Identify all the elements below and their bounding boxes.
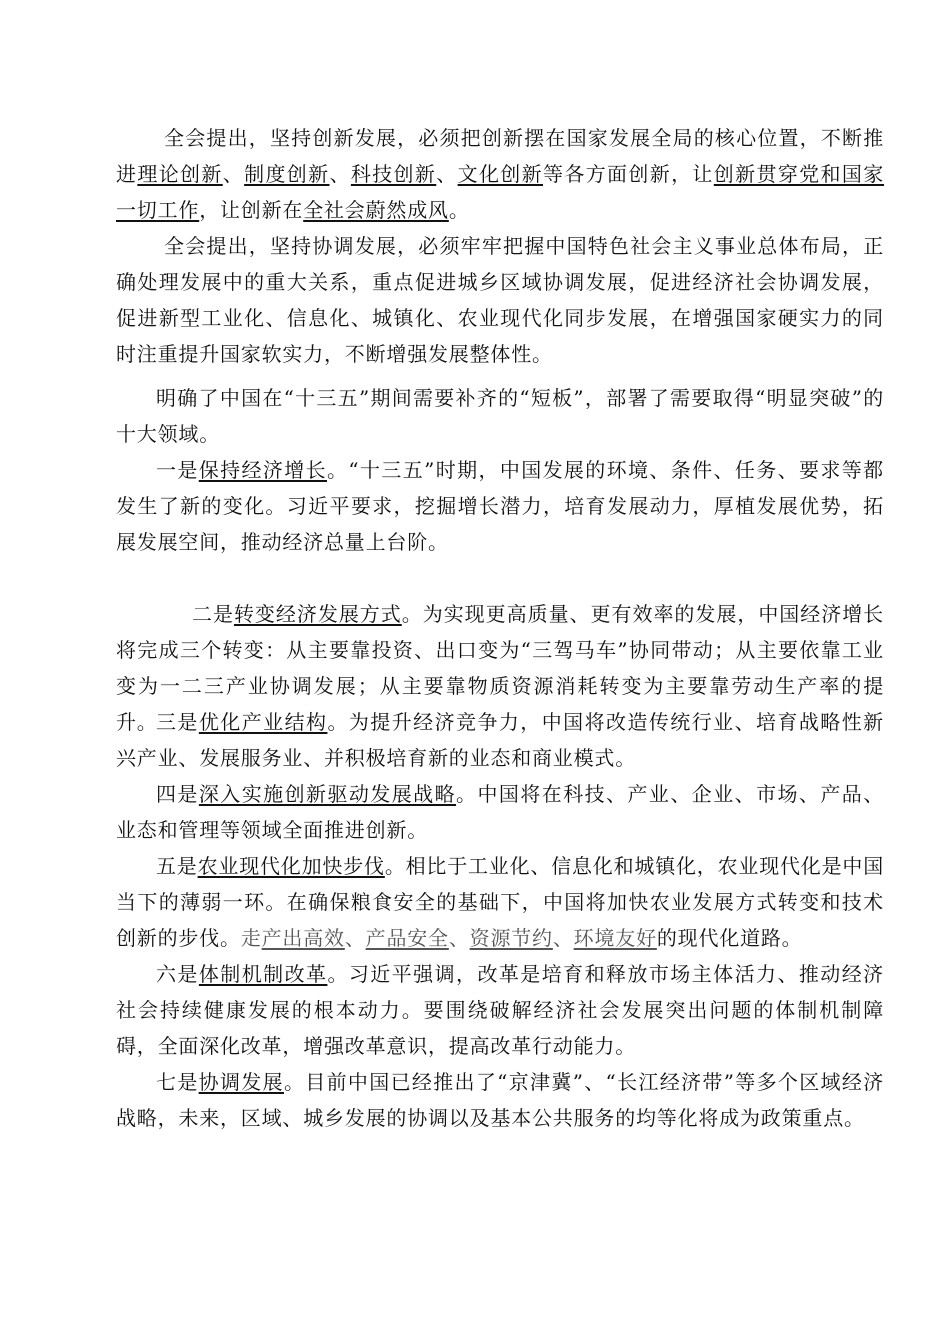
underlined-term: 资源节约 xyxy=(469,926,553,950)
text-run: 、 xyxy=(448,926,470,950)
paragraph-item-6 xyxy=(116,956,884,1064)
underlined-term: 优化产业结构 xyxy=(198,710,328,734)
text-run: 五是 xyxy=(156,854,198,878)
text-run: 走 xyxy=(240,926,262,950)
text-run: 、 xyxy=(222,162,245,186)
underlined-term: 产品安全 xyxy=(365,926,449,950)
paragraph-item-4 xyxy=(116,776,884,848)
underlined-term: 保持经济增长 xyxy=(198,458,327,482)
underlined-term: 体制机制改革 xyxy=(198,962,328,986)
paragraph-item-3 xyxy=(116,704,884,776)
underlined-term: 创新贯穿党和国家一切工作 xyxy=(116,162,885,222)
underlined-term: 文化创新 xyxy=(457,162,543,186)
text-run: 、 xyxy=(552,926,574,950)
text-run: 。目前中国已经推出了“京津冀”、“长江经济带”等多个区域经济战略，未来，区域、城乡发展的协调以及基本公共服务的均等化将成为政策重点。 xyxy=(116,1070,884,1130)
text-run: 。为实现更高质量、更有效率的发展，中国经济增长将完成三个转变：从主要靠投资、出口变为“三驾马车”协同带动；从主要依靠工业变为一二三产业协调发展；从主要靠物质资源消耗转变为主要靠劳动生产率的提升。 xyxy=(116,602,884,734)
text-run: 全会提出，坚持创新发展，必须把创新摆在国家发展全局的核心位置，不断推进 xyxy=(116,126,884,186)
paragraph-innovation xyxy=(116,120,884,228)
paragraph-item-5 xyxy=(116,848,884,956)
underlined-term: 协调发展 xyxy=(198,1070,284,1094)
text-run: 。为提升经济竞争力，中国将改造传统行业、培育战略性新兴产业、发展服务业、并积极培育新的业态和商业模式。 xyxy=(116,710,884,770)
underlined-term: 产出高效 xyxy=(261,926,345,950)
underlined-term: 制度创新 xyxy=(244,162,330,186)
text-run: 、 xyxy=(436,162,458,186)
underlined-term: 理论创新 xyxy=(137,162,223,186)
text-run: 的现代化道路。 xyxy=(656,926,803,950)
text-run: 。“十三五”时期，中国发展的环境、条件、任务、要求等都发生了新的变化。习近平要求，挖掘增长潜力，培育发展动力，厚植发展优势，拓展发展空间，推动经济总量上台阶。 xyxy=(116,458,884,554)
underlined-term: 全社会蔚然成风 xyxy=(303,198,449,222)
text-run: 一是 xyxy=(156,458,199,482)
text-run: 、 xyxy=(329,162,351,186)
text-run: ，让创新在 xyxy=(199,198,304,222)
underlined-term: 农业现代化加快步伐 xyxy=(197,854,385,878)
text-run: 七是 xyxy=(156,1070,199,1094)
underlined-term: 深入实施创新驱动发展战略 xyxy=(198,782,457,806)
underlined-term: 转变经济发展方式 xyxy=(233,602,402,626)
text-run: 二是 xyxy=(192,602,234,626)
underlined-term: 环境友好 xyxy=(573,926,657,950)
underlined-term: 科技创新 xyxy=(350,162,437,186)
text-run: 。习近平强调，改革是培育和释放市场主体活力、推动经济社会持续健康发展的根本动力。要围绕破解经济社会发展突出问题的体制机制障碍，全面深化改革，增强改革意识，提高改革行动能力。 xyxy=(116,962,884,1058)
text-run: 。中国将在科技、产业、企业、市场、产品、业态和管理等领域全面推进创新。 xyxy=(116,782,885,842)
text-run: 四是 xyxy=(156,782,199,806)
text-run: 。相比于工业化、信息化和城镇化，农业现代化是中国当下的薄弱一环。在确保粮食安全的基础下，中国将加快农业发展方式转变和技术创新的步伐。 xyxy=(116,854,885,950)
paragraph-coordination: 全会提出，坚持协调发展，必须牢牢把握中国特色社会主义事业总体布局，正确处理发展中的重大关系，重点促进城乡区域协调发展，促进经济社会协调发展，促进新型工业化、信息化、城镇化、农业现代化同步发展，在增强国家硬实力的同时注重提升国家软实力，不断增强发展整体性。 xyxy=(116,234,884,366)
paragraph-item-1 xyxy=(116,452,884,560)
text-run: 。 xyxy=(448,198,470,222)
paragraph-ten-areas: 明确了中国在“十三五”期间需要补齐的“短板”，部署了需要取得“明显突破”的十大领域。 xyxy=(116,386,884,446)
text-run: 三是 xyxy=(156,710,199,734)
text-run: 六是 xyxy=(156,962,199,986)
paragraph-item-7 xyxy=(116,1064,884,1136)
text-run: 等各方面创新，让 xyxy=(543,162,714,186)
text-run: 、 xyxy=(344,926,366,950)
